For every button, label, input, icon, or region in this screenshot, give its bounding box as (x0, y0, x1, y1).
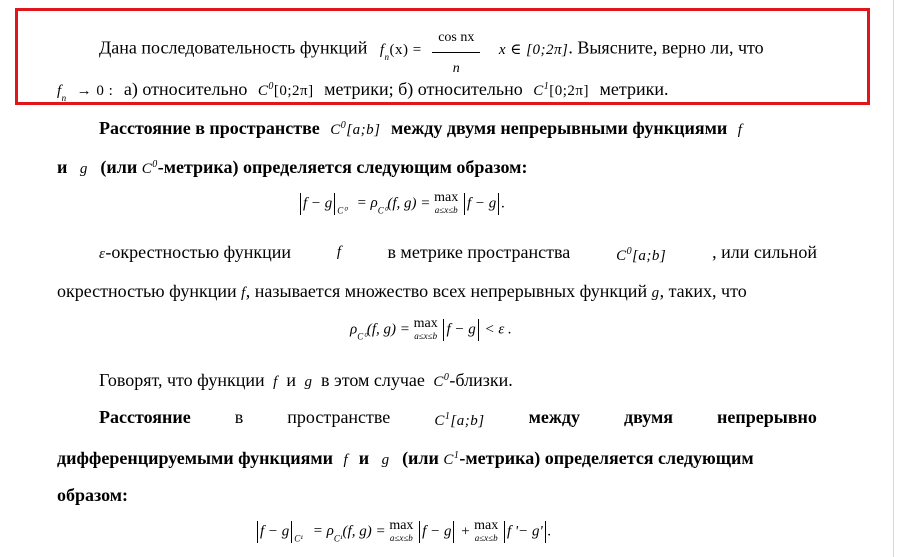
convergence-arrow: → 0 : (76, 83, 114, 99)
fraction-numerator: cos nx (432, 26, 480, 53)
fraction-denominator: n (452, 61, 460, 76)
task-part-a: а) относительно (123, 79, 248, 99)
fn-argument: (x) = (389, 41, 422, 58)
formula-neighborhood: $\rho_{C^0}(f$, g) = max a≤x≤b f − g < ε . (350, 316, 512, 342)
task-prefix: Дана последовательность функций (99, 37, 368, 58)
c0-interval: [0;2π] (273, 83, 314, 99)
fn-symbol: f (379, 41, 385, 58)
task-end: метрики. (599, 79, 669, 99)
task-line-2: $f_n \to 0$ : а) относительно $C^0[0;2\pi]$ метрики; б) относительно $C^1[0;2\pi]$ метрики. (57, 79, 669, 103)
p2-line-1: ε-окрестностью функции f в метрике пространства $C^0[a;b]$ , или сильной (99, 242, 817, 264)
p1-line-2: и g (или $C^0-метрика$) определяется следующим образом: (57, 157, 528, 177)
formula-c0-metric: f − g $_{C^0} = \rho_{C^0}(f$, g) = max a≤x≤b f − g . (298, 192, 505, 216)
p4-line-3: образом: (57, 485, 129, 505)
formula-c1-metric: f − g $_{C^1} = \rho_{C^1}(f$, g) = max a≤x≤b f − g + max a≤x≤b f '− g' . (255, 520, 551, 544)
task-domain: x ∈ [0;2π] (498, 41, 569, 58)
page-right-edge (893, 0, 922, 557)
p4-line-1: Расстояние в пространстве $C^1[a;b]$ между двумя непрерывно (99, 407, 817, 429)
task-line-1 (99, 22, 764, 77)
task-part-b: метрики; б) относительно (324, 79, 523, 99)
p2-line-2: окрестностью функции f, называется множество всех непрерывных функций g, таких, что (57, 281, 747, 301)
p1-line-1: Расстояние в пространстве $C^0[a;b]$ между двумя непрерывными функциями f (99, 118, 743, 138)
fn-symbol-2: f (57, 83, 62, 99)
task-question: . Выясните, верно ли, что (568, 37, 764, 58)
fraction (432, 26, 480, 81)
c1-interval: [0;2π] (549, 83, 589, 99)
fn-subscript: n (384, 51, 390, 62)
p4-line-2: дифференцируемыми функциями f и g (или $C^1-метрика$) определяется следующим (57, 448, 754, 468)
p3-line: Говорят, что функции f и g в этом случае $C^0$-близки. (99, 370, 513, 390)
